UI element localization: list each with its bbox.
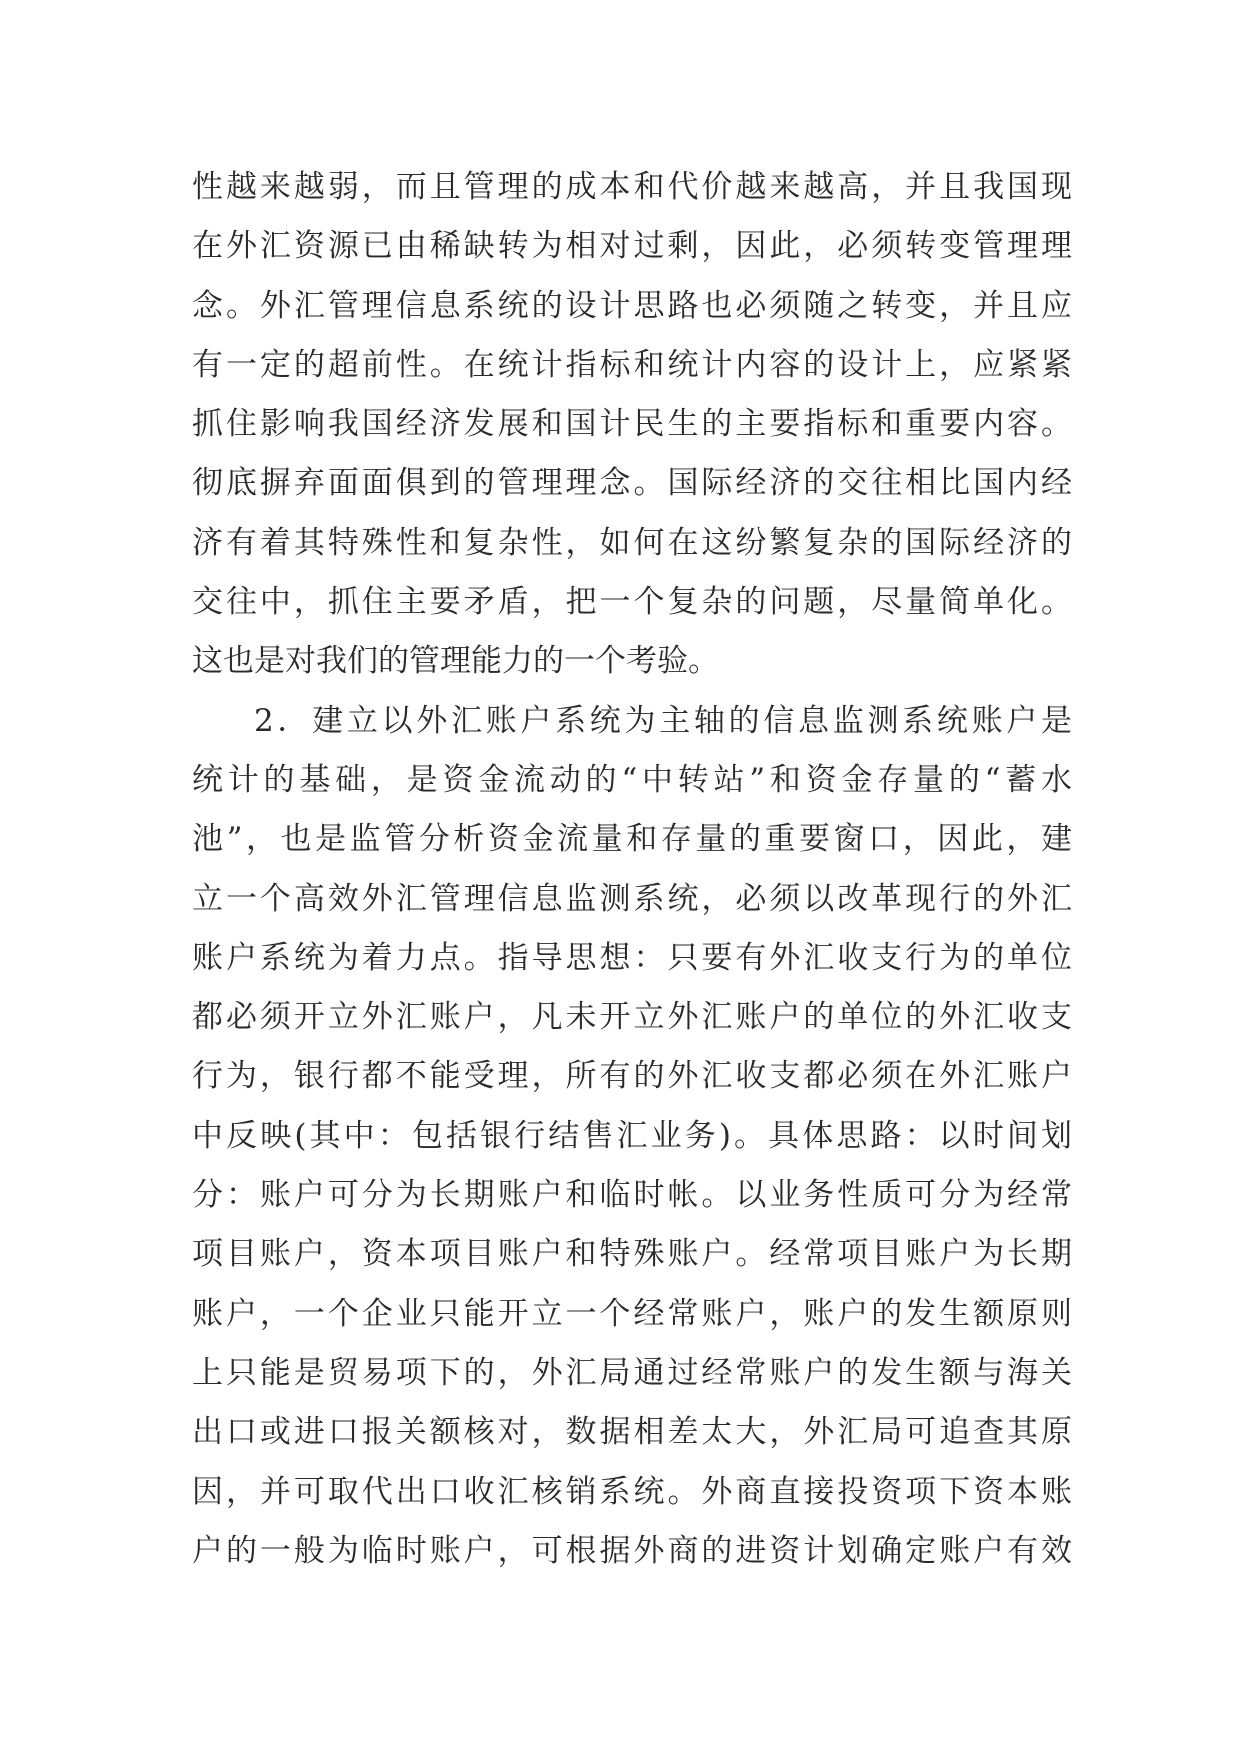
- text-line: 因，并可取代出口收汇核销系统。外商直接投资项下资本账: [192, 1473, 1072, 1510]
- text-line: 都必须开立外汇账户，凡未开立外汇账户的单位的外汇收支: [192, 999, 1072, 1036]
- text-line: 有一定的超前性。在统计指标和统计内容的设计上，应紧紧: [192, 346, 1072, 383]
- text-line: 账户，一个企业只能开立一个经常账户，账户的发生额原则: [192, 1295, 1072, 1332]
- text-line: 上只能是贸易项下的，外汇局通过经常账户的发生额与海关: [192, 1354, 1072, 1391]
- text-line: 户的一般为临时账户，可根据外商的进资计划确定账户有效: [192, 1532, 1072, 1569]
- text-line: 分：账户可分为长期账户和临时帐。以业务性质可分为经常: [192, 1177, 1072, 1214]
- text-line: 立一个高效外汇管理信息监测系统，必须以改革现行的外汇: [192, 880, 1072, 917]
- text-line: 济有着其特殊性和复杂性，如何在这纷繁复杂的国际经济的: [192, 524, 1072, 561]
- text-line: 交往中，抓住主要矛盾，把一个复杂的问题，尽量简单化。: [192, 584, 1072, 621]
- section-heading-line: 2．建立以外汇账户系统为主轴的信息监测系统账户是: [254, 702, 1072, 739]
- text-line: 念。外汇管理信息系统的设计思路也必须随之转变，并且应: [192, 287, 1072, 324]
- text-line: 统计的基础，是资金流动的“中转站”和资金存量的“蓄水: [192, 761, 1072, 798]
- text-line: 行为，银行都不能受理，所有的外汇收支都必须在外汇账户: [192, 1058, 1072, 1095]
- text-line: 项目账户，资本项目账户和特殊账户。经常项目账户为长期: [192, 1236, 1072, 1273]
- text-line: 彻底摒弃面面俱到的管理理念。国际经济的交往相比国内经: [192, 465, 1072, 502]
- text-line: 性越来越弱，而且管理的成本和代价越来越高，并且我国现: [192, 169, 1072, 205]
- text-line: 池”，也是监管分析资金流量和存量的重要窗口，因此，建: [192, 821, 1072, 858]
- body-text: [192, 158, 1072, 1581]
- text-line: 出口或进口报关额核对，数据相差太大，外汇局可追查其原: [192, 1414, 1072, 1451]
- text-line: 这也是对我们的管理能力的一个考验。: [192, 643, 719, 680]
- text-line: 抓住影响我国经济发展和国计民生的主要指标和重要内容。: [192, 406, 1072, 443]
- text-line: 在外汇资源已由稀缺转为相对过剩，因此，必须转变管理理: [192, 228, 1072, 265]
- text-line: 中反映(其中：包括银行结售汇业务)。具体思路：以时间划: [192, 1117, 1072, 1154]
- text-line: 账户系统为着力点。指导思想：只要有外汇收支行为的单位: [192, 939, 1072, 976]
